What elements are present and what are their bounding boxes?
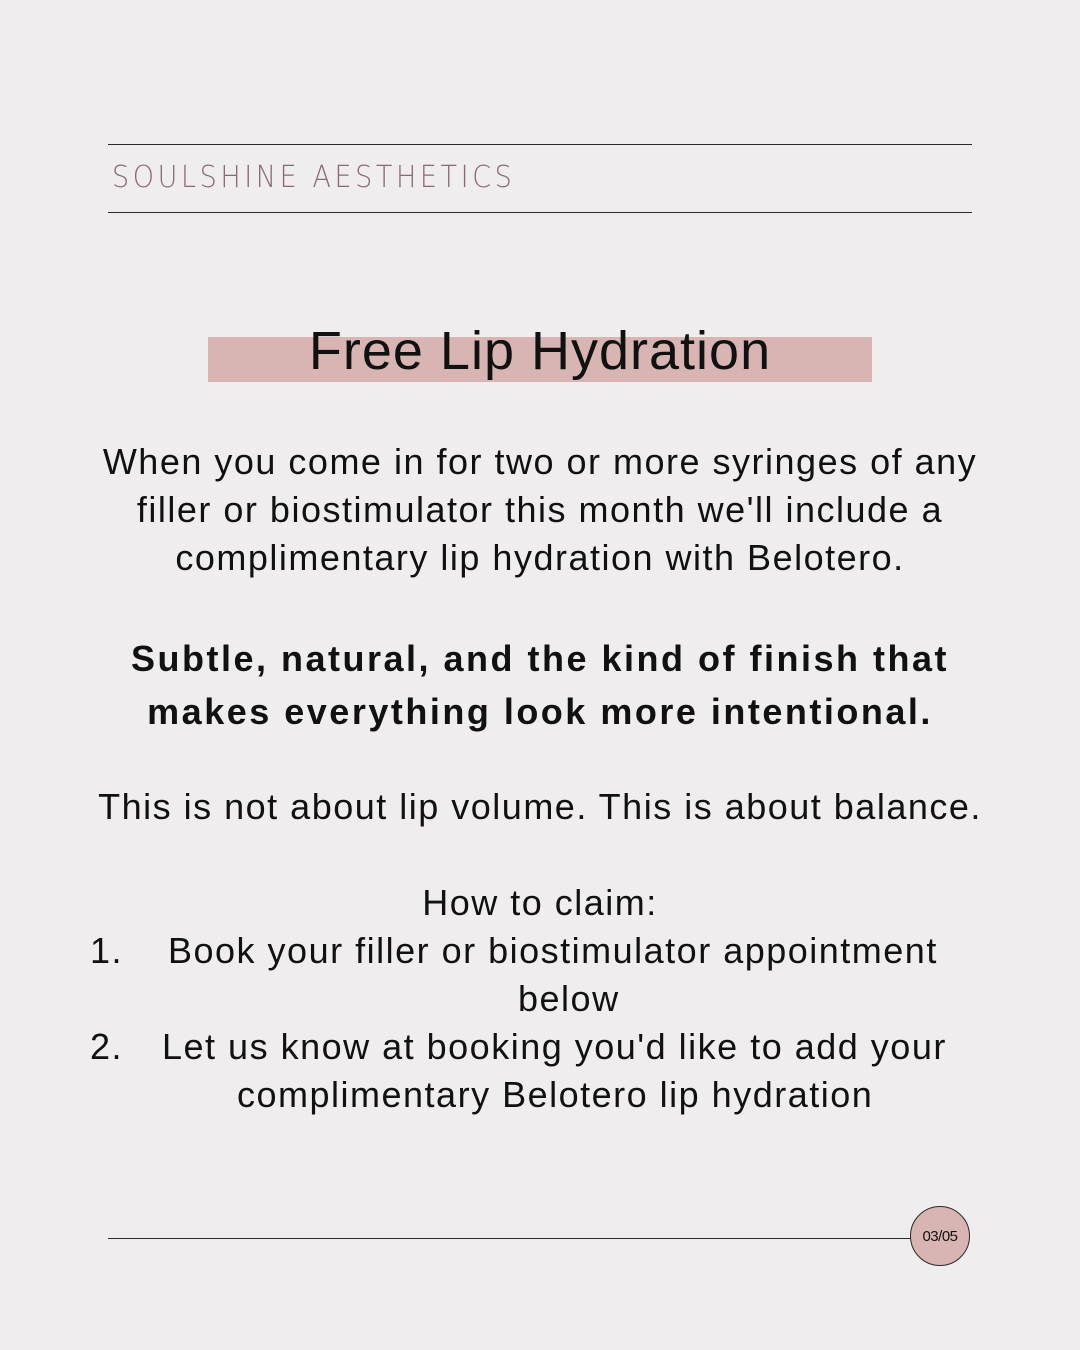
step-text: Book your filler or biostimulator appointment xyxy=(168,930,938,971)
intro-line: When you come in for two or more syringes of any xyxy=(102,441,978,482)
step-text-continued: below xyxy=(518,978,620,1019)
claim-heading xyxy=(0,879,1080,927)
step-number: 1. xyxy=(90,930,124,971)
intro-line: complimentary lip hydration with Belotero. xyxy=(175,537,905,578)
top-rule-lower xyxy=(108,212,972,213)
brand-logo: SOULSHINE AESTHETICS xyxy=(112,160,516,195)
step-text: Let us know at booking you'd like to add your xyxy=(162,1026,947,1067)
intro-paragraph xyxy=(0,438,1080,582)
top-rule-upper xyxy=(108,144,972,145)
statement-line: This is not about lip volume. This is about balance. xyxy=(98,786,982,827)
emphasis-paragraph xyxy=(0,632,1080,738)
page-indicator-badge: 03/05 xyxy=(910,1206,970,1266)
statement xyxy=(0,783,1080,831)
claim-heading-text: How to claim: xyxy=(422,882,658,923)
page-title: Free Lip Hydration xyxy=(308,321,772,381)
intro-line: filler or biostimulator this month we'll include a xyxy=(136,489,944,530)
step-number: 2. xyxy=(90,1026,124,1067)
bottom-rule xyxy=(108,1238,912,1239)
step-text-continued: complimentary Belotero lip hydration xyxy=(237,1074,874,1115)
emphasis-line: makes everything look more intentional. xyxy=(147,691,933,732)
emphasis-line: Subtle, natural, and the kind of finish that xyxy=(130,638,949,679)
